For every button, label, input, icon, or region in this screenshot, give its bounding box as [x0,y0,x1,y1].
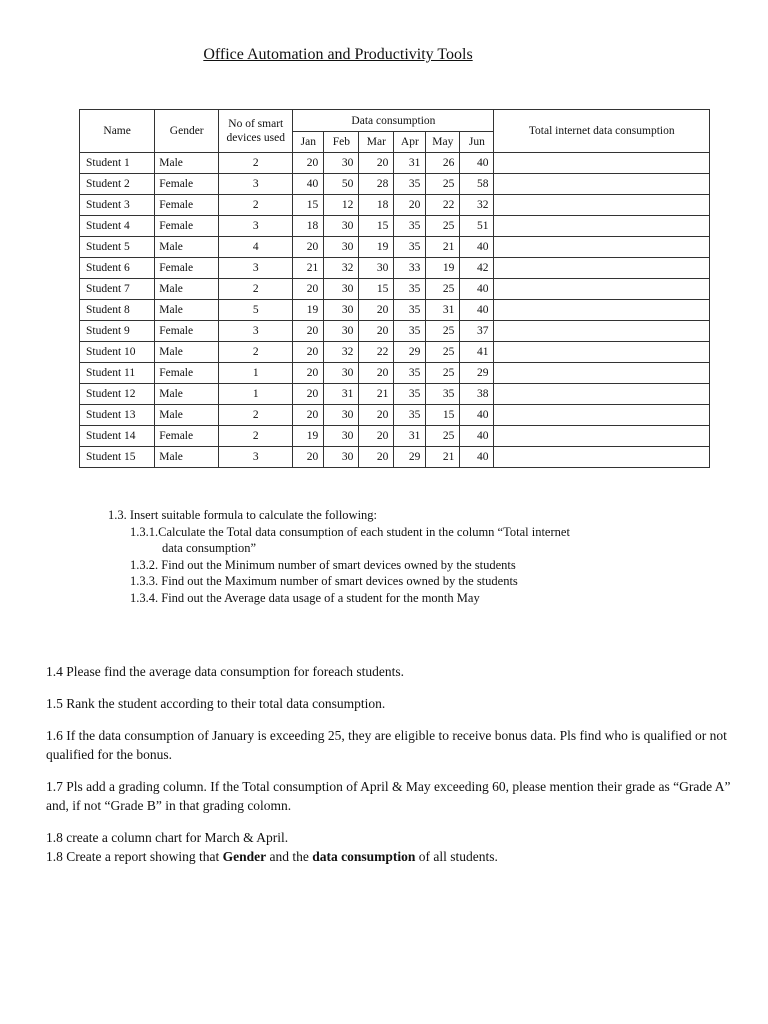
cell-month-value: 31 [324,384,359,405]
cell-month-value: 40 [460,426,494,447]
cell-gender: Male [155,237,219,258]
cell-month-value: 37 [460,321,494,342]
cell-gender: Female [155,258,219,279]
question-1-8-report [46,847,736,866]
cell-month-value: 33 [394,258,426,279]
header-month: Feb [324,132,359,153]
cell-devices: 5 [219,300,293,321]
table-row [80,384,710,405]
cell-total-empty [494,237,710,258]
cell-month-value: 32 [324,342,359,363]
table-row [80,279,710,300]
cell-devices: 3 [219,216,293,237]
cell-total-empty [494,342,710,363]
cell-month-value: 22 [359,342,394,363]
header-total: Total internet data consumption [494,110,710,153]
table-row [80,405,710,426]
cell-month-value: 30 [324,405,359,426]
header-month: May [426,132,460,153]
cell-month-value: 20 [359,405,394,426]
table-row [80,237,710,258]
cell-gender: Male [155,342,219,363]
cell-student-name: Student 10 [80,342,155,363]
cell-month-value: 40 [460,300,494,321]
data-consumption-table [79,109,710,468]
cell-devices: 2 [219,342,293,363]
header-month: Jan [293,132,324,153]
table-body [80,153,710,468]
cell-month-value: 21 [359,384,394,405]
cell-student-name: Student 1 [80,153,155,174]
header-month: Mar [359,132,394,153]
table-row [80,195,710,216]
cell-gender: Female [155,321,219,342]
cell-student-name: Student 14 [80,426,155,447]
cell-month-value: 40 [460,237,494,258]
cell-student-name: Student 4 [80,216,155,237]
cell-month-value: 38 [460,384,494,405]
cell-month-value: 25 [426,216,460,237]
cell-month-value: 30 [359,258,394,279]
cell-month-value: 40 [460,447,494,468]
cell-month-value: 20 [293,447,324,468]
table-row [80,321,710,342]
header-data-consumption: Data consumption [293,110,494,132]
cell-total-empty [494,405,710,426]
cell-month-value: 20 [359,300,394,321]
cell-total-empty [494,426,710,447]
cell-student-name: Student 6 [80,258,155,279]
cell-month-value: 29 [460,363,494,384]
report-text-mid: and the [266,849,313,864]
cell-month-value: 25 [426,174,460,195]
cell-month-value: 40 [293,174,324,195]
task-intro: 1.3. Insert suitable formula to calculate the following: [108,508,378,522]
cell-month-value: 20 [293,237,324,258]
cell-month-value: 18 [359,195,394,216]
cell-month-value: 40 [460,405,494,426]
cell-month-value: 25 [426,426,460,447]
cell-month-value: 25 [426,342,460,363]
cell-total-empty [494,216,710,237]
cell-month-value: 31 [426,300,460,321]
cell-month-value: 42 [460,258,494,279]
cell-devices: 2 [219,153,293,174]
cell-devices: 4 [219,237,293,258]
table-row [80,174,710,195]
cell-month-value: 35 [426,384,460,405]
cell-month-value: 18 [293,216,324,237]
cell-month-value: 19 [293,300,324,321]
task-1-3-1: 1.3.1.Calculate the Total data consumption of each student in the column “Total internet [130,524,570,539]
cell-devices: 2 [219,405,293,426]
cell-gender: Female [155,174,219,195]
table-row [80,300,710,321]
cell-month-value: 41 [460,342,494,363]
cell-devices: 2 [219,279,293,300]
report-bold-gender: Gender [222,849,267,864]
cell-month-value: 20 [359,447,394,468]
cell-month-value: 29 [394,342,426,363]
cell-student-name: Student 9 [80,321,155,342]
questions [46,662,736,866]
cell-gender: Male [155,447,219,468]
cell-month-value: 29 [394,447,426,468]
cell-month-value: 20 [293,279,324,300]
header-month: Apr [394,132,426,153]
cell-month-value: 35 [394,279,426,300]
cell-month-value: 20 [359,363,394,384]
cell-gender: Male [155,153,219,174]
cell-month-value: 30 [324,300,359,321]
cell-month-value: 51 [460,216,494,237]
cell-month-value: 32 [460,195,494,216]
cell-month-value: 31 [394,426,426,447]
cell-total-empty [494,321,710,342]
cell-month-value: 32 [324,258,359,279]
table-row [80,426,710,447]
cell-month-value: 22 [426,195,460,216]
cell-month-value: 20 [359,321,394,342]
cell-month-value: 15 [359,279,394,300]
cell-month-value: 20 [293,153,324,174]
table-row [80,363,710,384]
cell-gender: Female [155,363,219,384]
cell-total-empty [494,447,710,468]
page-title: Office Automation and Productivity Tools [203,46,473,63]
table-row [80,153,710,174]
cell-student-name: Student 3 [80,195,155,216]
cell-total-empty [494,279,710,300]
cell-month-value: 20 [359,426,394,447]
cell-month-value: 19 [293,426,324,447]
cell-total-empty [494,153,710,174]
cell-month-value: 20 [293,384,324,405]
cell-month-value: 40 [460,153,494,174]
cell-month-value: 20 [293,405,324,426]
cell-month-value: 12 [324,195,359,216]
report-text-end: of all students. [415,849,498,864]
cell-month-value: 25 [426,321,460,342]
cell-devices: 3 [219,447,293,468]
cell-month-value: 31 [394,153,426,174]
header-devices: No of smart devices used [219,110,293,153]
task-1-3-2: 1.3.2. Find out the Minimum number of smart devices owned by the students [130,557,516,572]
question-1-7: 1.7 Pls add a grading column. If the Total consumption of April & May exceeding 60, please mention their grade as “Grade A” and, if not “Grade B” in that grading colomn. [46,779,731,813]
header-name: Name [80,110,155,153]
cell-month-value: 15 [359,216,394,237]
cell-devices: 2 [219,426,293,447]
header-month: Jun [460,132,494,153]
cell-devices: 1 [219,384,293,405]
cell-total-empty [494,363,710,384]
cell-devices: 2 [219,195,293,216]
cell-student-name: Student 7 [80,279,155,300]
cell-month-value: 21 [426,237,460,258]
cell-month-value: 30 [324,363,359,384]
cell-devices: 3 [219,258,293,279]
cell-gender: Male [155,279,219,300]
cell-gender: Female [155,426,219,447]
cell-month-value: 30 [324,447,359,468]
table-row [80,447,710,468]
cell-devices: 3 [219,174,293,195]
cell-total-empty [494,195,710,216]
cell-month-value: 35 [394,216,426,237]
report-bold-data-consumption: data consumption [312,849,416,864]
header-gender: Gender [155,110,219,153]
cell-student-name: Student 15 [80,447,155,468]
task-1-3-4: 1.3.4. Find out the Average data usage of a student for the month May [130,590,480,605]
cell-gender: Female [155,195,219,216]
cell-month-value: 30 [324,426,359,447]
cell-total-empty [494,258,710,279]
cell-student-name: Student 11 [80,363,155,384]
cell-month-value: 30 [324,216,359,237]
question-1-6: 1.6 If the data consumption of January is exceeding 25, they are eligible to receive bonus data. Pls find who is qualified or not qualified for the bonus. [46,728,727,762]
task-1-3-3: 1.3.3. Find out the Maximum number of smart devices owned by the students [130,574,518,588]
cell-month-value: 35 [394,174,426,195]
cell-month-value: 30 [324,237,359,258]
cell-month-value: 25 [426,363,460,384]
table-row [80,258,710,279]
cell-month-value: 50 [324,174,359,195]
cell-gender: Male [155,384,219,405]
cell-month-value: 40 [460,279,494,300]
cell-month-value: 58 [460,174,494,195]
cell-student-name: Student 5 [80,237,155,258]
cell-month-value: 19 [426,258,460,279]
formula-tasks [108,507,570,606]
cell-month-value: 21 [293,258,324,279]
question-1-8-chart: 1.8 create a column chart for March & April. [46,830,289,845]
cell-month-value: 35 [394,384,426,405]
cell-month-value: 30 [324,153,359,174]
cell-total-empty [494,174,710,195]
cell-student-name: Student 8 [80,300,155,321]
cell-month-value: 25 [426,279,460,300]
cell-month-value: 20 [293,342,324,363]
cell-gender: Male [155,405,219,426]
question-1-5: 1.5 Rank the student according to their total data consumption. [46,696,386,711]
report-text-start: 1.8 Create a report showing that [46,849,223,864]
cell-month-value: 28 [359,174,394,195]
table-row [80,342,710,363]
cell-month-value: 20 [359,153,394,174]
cell-month-value: 35 [394,237,426,258]
cell-month-value: 35 [394,321,426,342]
cell-month-value: 30 [324,321,359,342]
cell-devices: 3 [219,321,293,342]
cell-total-empty [494,384,710,405]
cell-month-value: 35 [394,300,426,321]
cell-month-value: 20 [293,321,324,342]
cell-student-name: Student 12 [80,384,155,405]
cell-month-value: 21 [426,447,460,468]
cell-month-value: 15 [426,405,460,426]
cell-gender: Female [155,216,219,237]
table-row [80,216,710,237]
question-1-4: 1.4 Please find the average data consumption for foreach students. [46,664,405,679]
cell-student-name: Student 13 [80,405,155,426]
cell-month-value: 26 [426,153,460,174]
cell-devices: 1 [219,363,293,384]
cell-month-value: 20 [293,363,324,384]
cell-total-empty [494,300,710,321]
cell-month-value: 20 [394,195,426,216]
cell-month-value: 35 [394,405,426,426]
cell-student-name: Student 2 [80,174,155,195]
cell-month-value: 30 [324,279,359,300]
cell-month-value: 15 [293,195,324,216]
cell-month-value: 35 [394,363,426,384]
cell-month-value: 19 [359,237,394,258]
task-1-3-1-continued: data consumption” [162,541,257,555]
cell-gender: Male [155,300,219,321]
